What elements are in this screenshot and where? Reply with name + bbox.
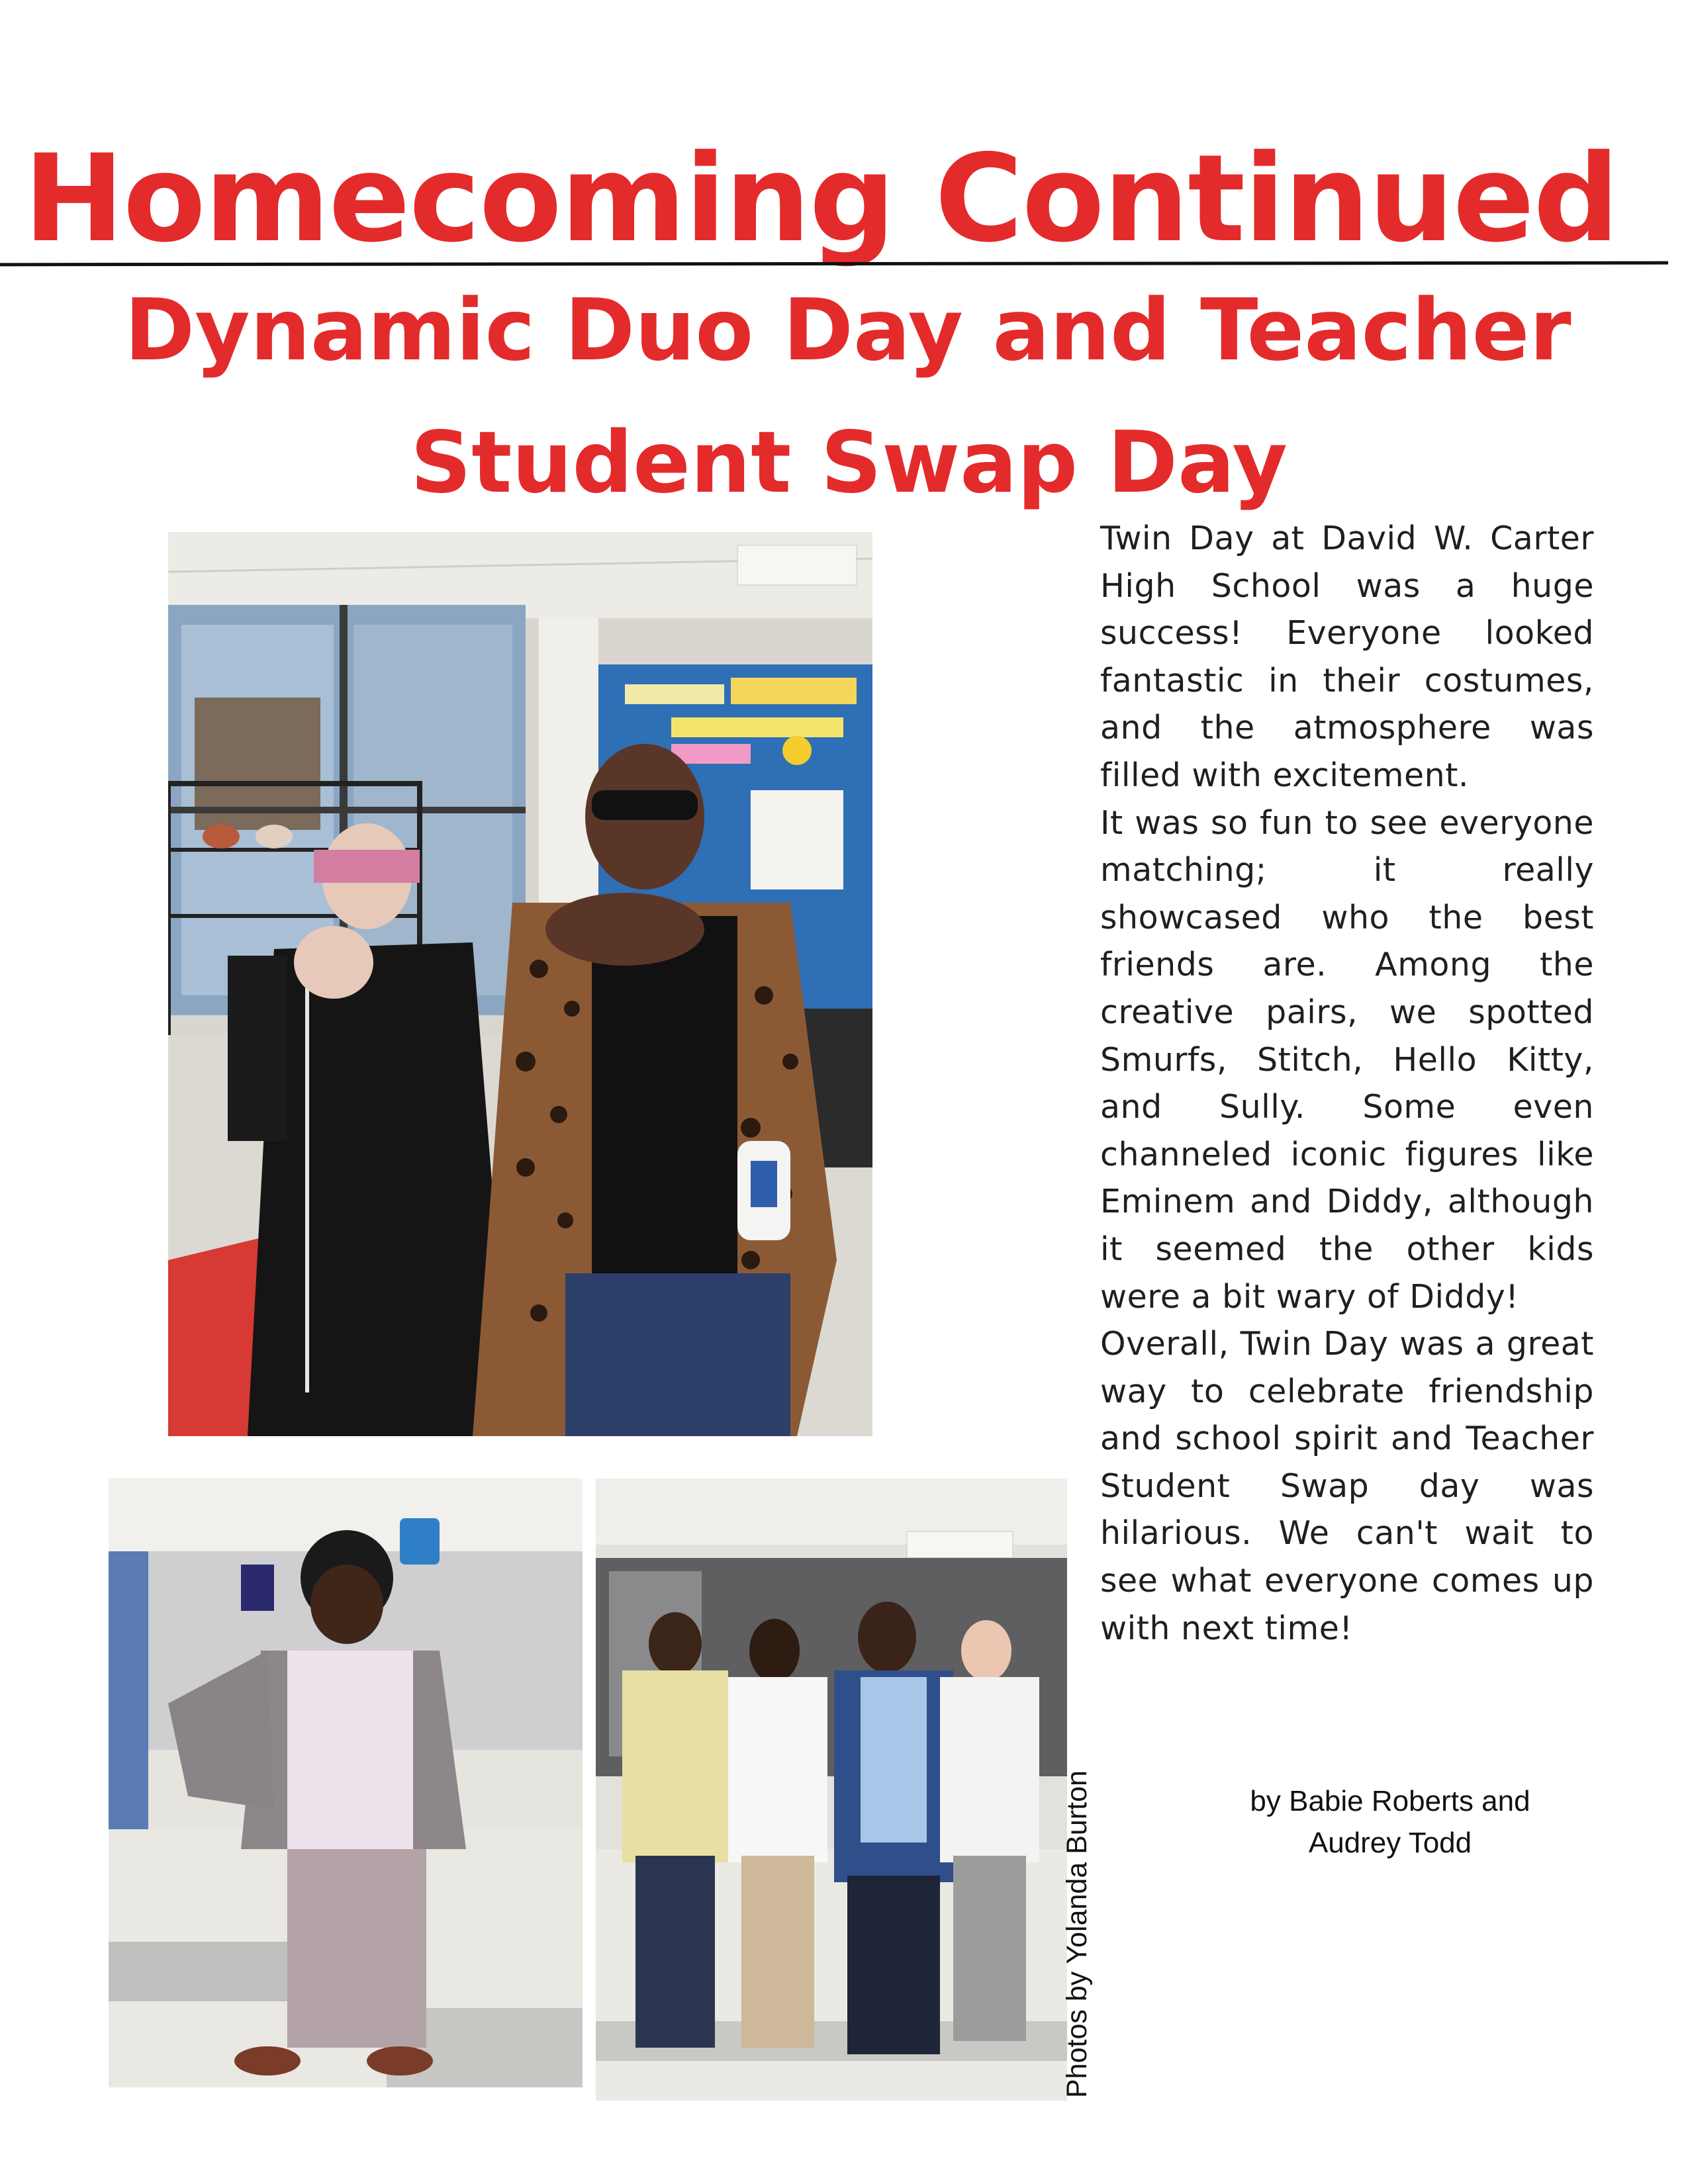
photo-credit: Photos by Yolanda Burton — [1061, 1770, 1093, 2098]
byline-line-1: by Babie Roberts and — [1250, 1785, 1530, 1817]
article-body — [1100, 515, 1594, 1652]
swap-day-group-photo — [596, 1479, 1067, 2101]
article-paragraph: Overall, Twin Day was a great way to celebrate friendship and school spirit and Teacher Student Swap day was hilarious. We can't wait to see what everyone comes up with next time! — [1100, 1325, 1594, 1647]
page-title: Homecoming Continued — [23, 128, 1618, 269]
article-paragraph: It was so fun to see everyone matching; it really showcased who the best friends are. Among the creative pairs, we spotted Smurfs, Stitch, Hello Kitty, and Sully. Some even channeled iconic figures like Eminem and Diddy, although it seemed the other kids were a bit wary of Diddy! — [1100, 803, 1594, 1316]
subtitle-line-2: Student Swap Day — [410, 414, 1288, 512]
byline — [1211, 1780, 1569, 1864]
subtitle-line-1: Dynamic Duo Day and Teacher — [124, 281, 1571, 380]
twin-day-classroom-photo — [168, 532, 872, 1436]
swap-day-student-photo — [109, 1479, 583, 2087]
byline-line-2: Audrey Todd — [1308, 1827, 1472, 1859]
article-paragraph: Twin Day at David W. Carter High School was a huge success! Everyone looked fantastic in their costumes, and the atmosphere was filled with excitement. — [1100, 520, 1594, 794]
